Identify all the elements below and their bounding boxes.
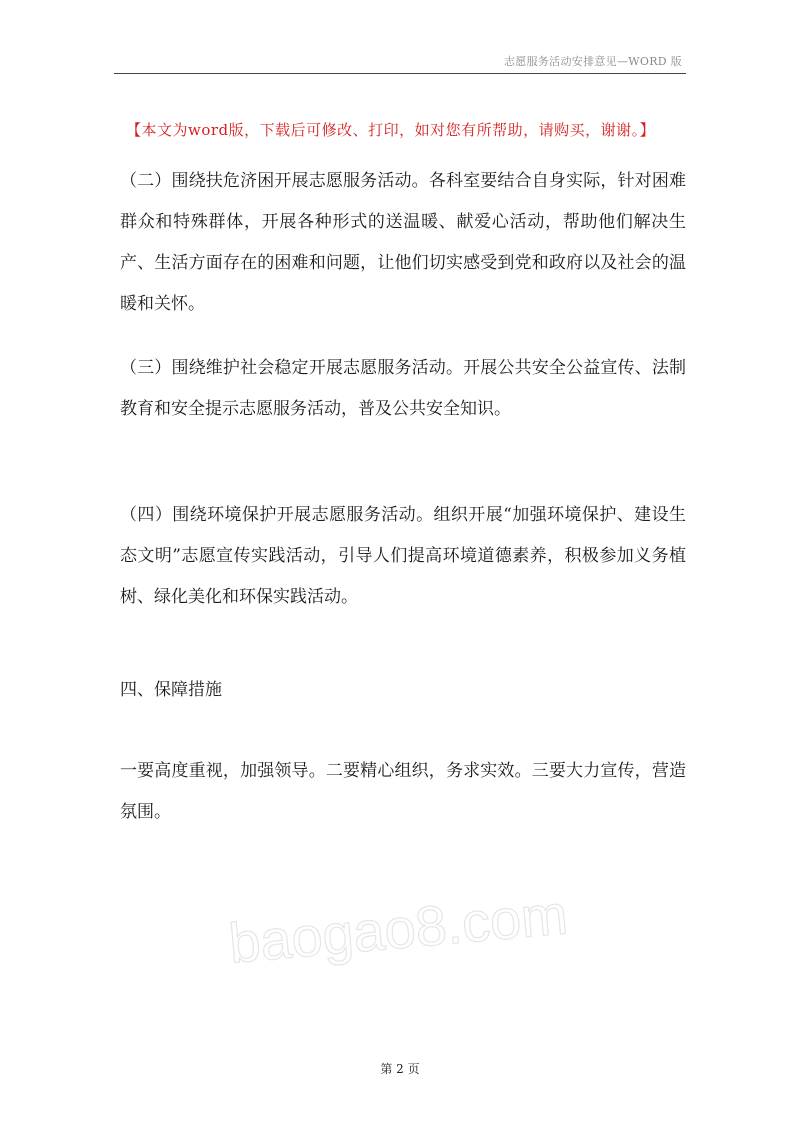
paragraph-environment: （四）围绕环境保护开展志愿服务活动。组织开展“加强环境保护、建设生态文明”志愿宣传实践活动，引导人们提高环境道德素养，积极参加义务植树、绿化美化和环保实践活动。 <box>120 505 686 607</box>
purchase-notice: 【本文为word版，下载后可修改、打印，如对您有所帮助，请购买，谢谢。】 <box>126 121 656 139</box>
paragraph-social-stability: （三）围绕维护社会稳定开展志愿服务活动。开展公共安全公益宣传、法制教育和安全提示志愿服务活动，普及公共安全知识。 <box>120 358 686 419</box>
paragraph-poverty-relief: （二）围绕扶危济困开展志愿服务活动。各科室要结合自身实际，针对困难群众和特殊群体，开展各种形式的送温暖、献爱心活动，帮助他们解决生产、生活方面存在的困难和问题，让他们切实感受到党和政府以及社会的温暖和关怀。 <box>120 171 686 314</box>
page-number: 第 2 页 <box>380 1062 420 1076</box>
header-rule <box>114 73 686 74</box>
watermark-text: baogao8.com <box>226 882 571 975</box>
watermark <box>0 828 800 1068</box>
section-heading-safeguards: 四、保障措施 <box>120 680 222 700</box>
running-header: 志愿服务活动安排意见—WORD 版 <box>503 55 682 68</box>
paragraph-safeguards: 一要高度重视，加强领导。二要精心组织，务求实效。三要大力宣传，营造氛围。 <box>120 761 686 822</box>
